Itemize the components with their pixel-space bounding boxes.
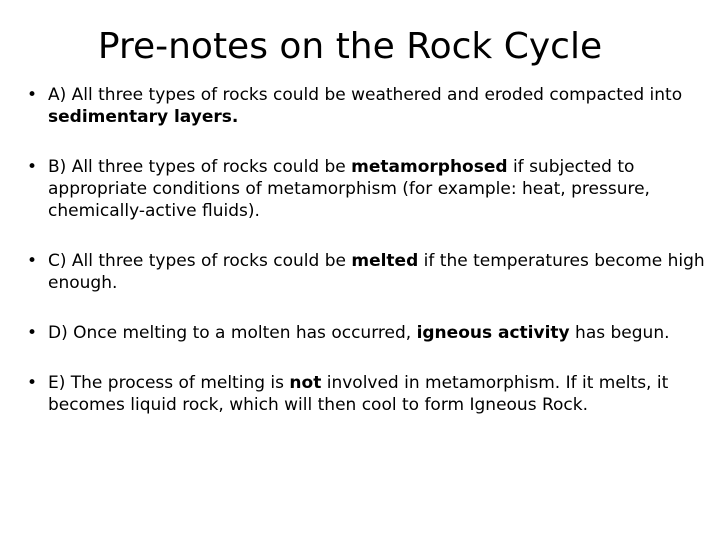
bullet-d-bold-1: igneous activity (416, 323, 570, 343)
bullet-dot: • (27, 373, 38, 393)
bullet-b-text-2: if subjected to appropriate conditions of metamorphism (for example: heat, pressure, chemically-active fluids). (48, 157, 650, 221)
bullet-list (27, 84, 707, 444)
bullet-d-text-2: has begun. (569, 323, 670, 343)
bullet-c-bold-1: melted (351, 251, 419, 271)
bullet-b-bold-1: metamorphosed (351, 157, 508, 177)
bullet-dot: • (27, 251, 38, 271)
bullet-item-b (27, 156, 707, 222)
bullet-item-e (27, 372, 707, 416)
bullet-a-bold-1: sedimentary layers. (48, 107, 239, 127)
bullet-dot: • (27, 157, 38, 177)
bullet-dot: • (27, 323, 38, 343)
bullet-c-text-1: C) All three types of rocks could be (48, 251, 352, 271)
bullet-d-text-1: D) Once melting to a molten has occurred, (48, 323, 417, 343)
bullet-item-a (27, 84, 707, 128)
bullet-e-text-1: E) The process of melting is (48, 373, 290, 393)
slide-title: Pre-notes on the Rock Cycle (97, 26, 603, 67)
bullet-dot: • (27, 85, 38, 105)
bullet-item-d (27, 322, 707, 344)
bullet-a-text-1: A) All three types of rocks could be weathered and eroded compacted into (48, 85, 683, 105)
bullet-e-text-2: involved in metamorphism. If it melts, it becomes liquid rock, which will then cool to form Igneous Rock. (48, 373, 669, 415)
bullet-b-text-1: B) All three types of rocks could be (48, 157, 352, 177)
bullet-item-c (27, 250, 707, 294)
bullet-e-bold-1: not (289, 373, 322, 393)
bullet-c-text-2: if the temperatures become high enough. (48, 251, 705, 293)
